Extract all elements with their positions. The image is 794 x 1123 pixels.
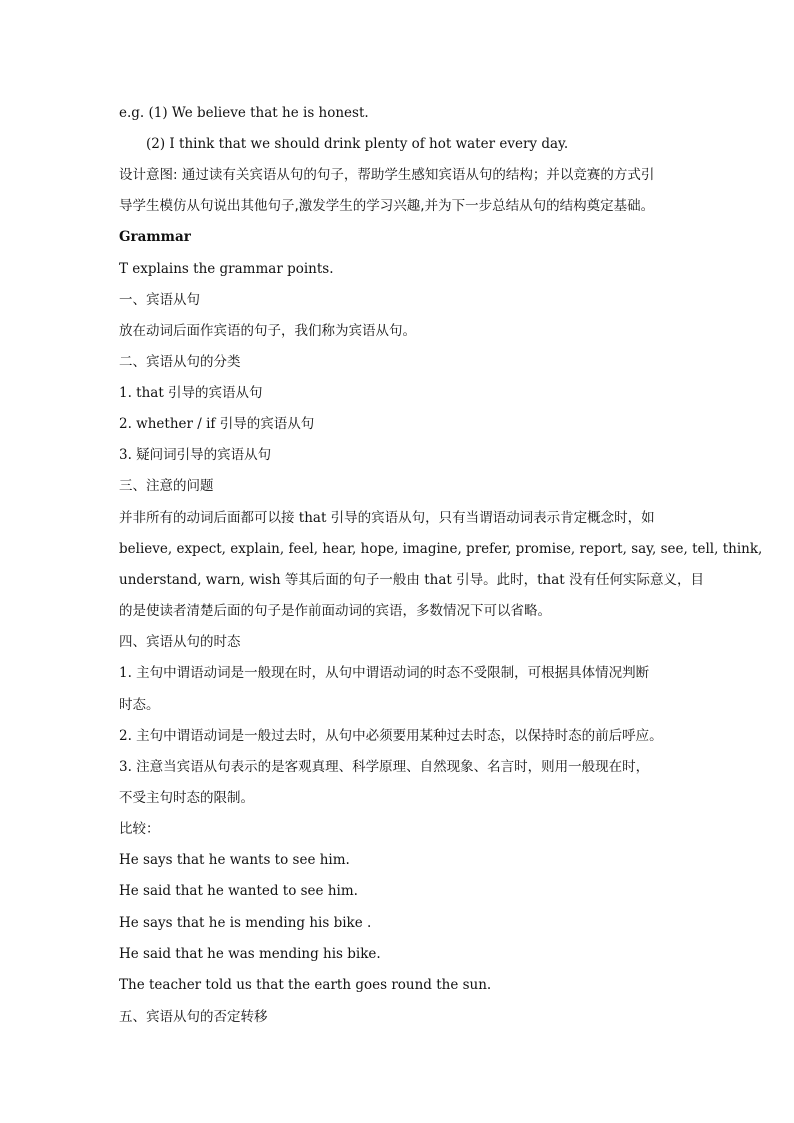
section-4-rule-3-line-2: 不受主句时态的限制。 bbox=[119, 790, 254, 806]
section-2-item-3: 3. 疑问词引导的宾语从句 bbox=[119, 447, 272, 463]
section-4-rule-1-line-1: 1. 主句中谓语动词是一般现在时，从句中谓语动词的时态不受限制，可根据具体情况判断 bbox=[119, 665, 650, 681]
comparison-example-1: He says that he wants to see him. bbox=[119, 852, 350, 868]
section-3-paragraph-line-2: believe, expect, explain, feel, hear, hope, imagine, prefer, promise, report, say, see, tell, think, bbox=[119, 541, 763, 557]
comparison-example-5: The teacher told us that the earth goes round the sun. bbox=[119, 977, 492, 993]
section-2-title: 二、宾语从句的分类 bbox=[119, 354, 241, 370]
example-sentence-1: e.g. (1) We believe that he is honest. bbox=[119, 105, 369, 121]
section-1-definition: 放在动词后面作宾语的句子，我们称为宾语从句。 bbox=[119, 323, 416, 339]
section-4-title: 四、宾语从句的时态 bbox=[119, 634, 241, 650]
section-3-title: 三、注意的问题 bbox=[119, 478, 214, 494]
section-4-rule-2: 2. 主句中谓语动词是一般过去时，从句中必须要用某种过去时态，以保持时态的前后呼应。 bbox=[119, 728, 663, 744]
section-4-rule-1-line-2: 时态。 bbox=[119, 697, 160, 713]
section-2-item-2: 2. whether / if 引导的宾语从句 bbox=[119, 416, 315, 432]
comparison-example-4: He said that he was mending his bike. bbox=[119, 946, 381, 962]
comparison-example-3: He says that he is mending his bike . bbox=[119, 915, 372, 931]
section-3-paragraph-line-3: understand, warn, wish 等其后面的句子一般由 that 引导。此时，that 没有任何实际意义，目 bbox=[119, 572, 704, 588]
section-1-title: 一、宾语从句 bbox=[119, 292, 200, 308]
comparison-label: 比较： bbox=[119, 821, 160, 837]
section-3-paragraph-line-4: 的是使读者清楚后面的句子是作前面动词的宾语，多数情况下可以省略。 bbox=[119, 603, 551, 619]
section-4-rule-3-line-1: 3. 注意当宾语从句表示的是客观真理、科学原理、自然现象、名言时，则用一般现在时， bbox=[119, 759, 650, 775]
comparison-example-2: He said that he wanted to see him. bbox=[119, 883, 358, 899]
grammar-heading: Grammar bbox=[119, 229, 191, 245]
design-intent-line-1: 设计意图: 通过读有关宾语从句的句子，帮助学生感知宾语从句的结构；并以竞赛的方式引 bbox=[119, 167, 655, 183]
section-2-item-1: 1. that 引导的宾语从句 bbox=[119, 385, 263, 401]
section-3-paragraph-line-1: 并非所有的动词后面都可以接 that 引导的宾语从句，只有当谓语动词表示肯定概念时，如 bbox=[119, 510, 655, 526]
section-5-title: 五、宾语从句的否定转移 bbox=[119, 1009, 268, 1025]
example-sentence-2: (2) I think that we should drink plenty of hot water every day. bbox=[146, 136, 569, 152]
design-intent-line-2: 导学生模仿从句说出其他句子,激发学生的学习兴趣,并为下一步总结从句的结构奠定基础。 bbox=[119, 198, 655, 214]
teacher-explains-line: T explains the grammar points. bbox=[119, 261, 334, 277]
